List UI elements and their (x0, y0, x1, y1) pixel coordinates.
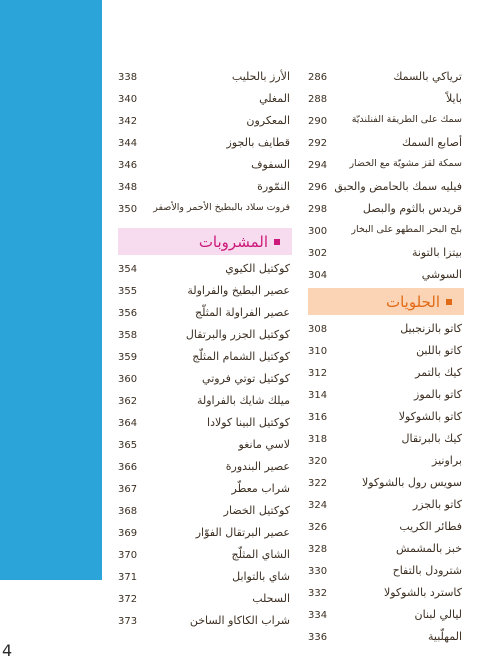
toc-page-number: 358 (118, 330, 138, 341)
toc-entry (308, 431, 462, 453)
toc-entry (118, 135, 290, 157)
toc-entry (308, 267, 462, 289)
toc-page-number: 371 (118, 572, 138, 583)
toc-entry (118, 179, 290, 201)
toc-page-number: 332 (308, 588, 328, 599)
toc-page-number: 344 (118, 138, 138, 149)
toc-entry-title: كاتو بالشوكولا (398, 410, 462, 423)
toc-entry-title: كوكتيل توتي فروتي (202, 372, 290, 385)
toc-entry (118, 459, 290, 481)
toc-page-number: 296 (308, 182, 328, 193)
toc-entry-title: قريدس بالثوم والبصل (362, 202, 462, 215)
toc-entry (308, 453, 462, 475)
toc-entry (118, 415, 290, 437)
toc-page-number: 355 (118, 286, 138, 297)
toc-entry-title: شراب معطّر (231, 482, 290, 495)
toc-page-number: 360 (118, 374, 138, 385)
toc-entry-title: سمكة لقز مشويّة مع الخضار (349, 158, 462, 169)
toc-entry-title: عصير البندورة (225, 460, 290, 473)
toc-entry (118, 69, 290, 91)
toc-entry-title: خبز بالمشمش (395, 542, 462, 555)
drinks-section-header (118, 228, 292, 255)
toc-entry-title: كاتو باللبن (416, 344, 462, 357)
toc-entry-title: كيك بالبرتقال (401, 432, 462, 445)
toc-page-number: 366 (118, 462, 138, 473)
toc-page-number: 292 (308, 138, 328, 149)
toc-entry (118, 113, 290, 135)
toc-entry (308, 497, 462, 519)
toc-entry-title: السحلب (252, 592, 290, 605)
drinks-bullet-icon (274, 239, 280, 245)
toc-entry (118, 305, 290, 327)
toc-page-number: 373 (118, 616, 138, 627)
toc-entry-title: السوشي (421, 268, 462, 281)
toc-entry (308, 387, 462, 409)
toc-entry-title: سمك على الطريقة الفنلنديّة (351, 114, 462, 125)
toc-entry (118, 503, 290, 525)
blue-side-band (0, 0, 102, 580)
toc-entry (118, 327, 290, 349)
toc-entry-title: المعكرون (246, 114, 290, 127)
toc-entry-title: الشاي المثلّج (231, 548, 290, 561)
toc-entry (118, 569, 290, 591)
toc-entry-title: السفوف (251, 158, 290, 171)
toc-entry (308, 519, 462, 541)
toc-page-number: 338 (118, 72, 138, 83)
toc-page-number: 290 (308, 116, 328, 127)
toc-entry-title: شترودل بالتفاح (392, 564, 462, 577)
toc-entry (118, 393, 290, 415)
toc-page-number: 334 (308, 610, 328, 621)
toc-page-number: 350 (118, 204, 138, 215)
toc-entry (308, 91, 462, 113)
toc-entry-title: كوكتيل البينا كولادا (207, 416, 290, 429)
toc-entry-title: الأرز بالحليب (231, 70, 290, 83)
toc-entry (308, 179, 462, 201)
toc-page-number: 312 (308, 368, 328, 379)
toc-entry-title: فروت سلاد بالبطيخ الأحمر والأصفر (153, 202, 290, 213)
drinks-list (118, 261, 290, 635)
toc-entry (308, 475, 462, 497)
toc-page-number: 324 (308, 500, 328, 511)
toc-page-number: 320 (308, 456, 328, 467)
toc-entry-title: عصير الفراولة المثلّج (195, 306, 290, 319)
toc-entry (308, 113, 462, 135)
toc-page-number: 318 (308, 434, 328, 445)
toc-page-number: 286 (308, 72, 328, 83)
toc-page-number: 368 (118, 506, 138, 517)
toc-entry (308, 69, 462, 91)
toc-page-number: 300 (308, 226, 328, 237)
toc-entry (118, 201, 290, 223)
toc-page-number: 294 (308, 160, 328, 171)
toc-entry (118, 371, 290, 393)
sweets-section-header (308, 288, 464, 315)
toc-entry-title: بايلاً (445, 92, 462, 105)
toc-entry-title: كوكتيل الجزر والبرتقال (185, 328, 290, 341)
page-number: 4 (2, 641, 13, 660)
toc-entry (308, 223, 462, 245)
left-top-list (118, 69, 290, 223)
toc-entry-title: سويس رول بالشوكولا (361, 476, 462, 489)
toc-page-number: 356 (118, 308, 138, 319)
toc-page-number: 330 (308, 566, 328, 577)
toc-entry (118, 349, 290, 371)
toc-entry-title: عصير البطيخ والفراولة (187, 284, 290, 297)
toc-entry (308, 201, 462, 223)
toc-entry-title: كوكتيل الكيوي (225, 262, 290, 275)
toc-entry-title: أصابع السمك (401, 136, 462, 149)
toc-page-number: 302 (308, 248, 328, 259)
toc-page-number: 364 (118, 418, 138, 429)
toc-entry-title: بلح البحر المطهو على البخار (351, 224, 462, 235)
drinks-heading: المشروبات (198, 232, 268, 251)
toc-page-number: 336 (308, 632, 328, 643)
toc-entry (308, 607, 462, 629)
toc-entry-title: شاي بالتوابل (232, 570, 290, 583)
toc-entry-title: كاتو بالموز (414, 388, 462, 401)
toc-entry (118, 525, 290, 547)
toc-entry (308, 245, 462, 267)
toc-page-number: 298 (308, 204, 328, 215)
toc-entry (308, 365, 462, 387)
toc-page-number: 328 (308, 544, 328, 555)
toc-entry-title: كاتو بالجزر (412, 498, 462, 511)
toc-entry (118, 157, 290, 179)
toc-entry (118, 91, 290, 113)
toc-entry (308, 343, 462, 365)
toc-page-number: 340 (118, 94, 138, 105)
toc-entry-title: ترياكي بالسمك (393, 70, 462, 83)
toc-entry-title: المغلي (259, 92, 290, 105)
toc-entry-title: قطايف بالجوز (226, 136, 290, 149)
toc-entry (118, 613, 290, 635)
toc-entry-title: النمّورة (257, 180, 290, 193)
toc-entry-title: فيليه سمك بالحامض والحبق (334, 180, 462, 193)
toc-entry (118, 283, 290, 305)
toc-page-number: 304 (308, 270, 328, 281)
toc-page-number: 310 (308, 346, 328, 357)
toc-page-number: 369 (118, 528, 138, 539)
toc-page-number: 372 (118, 594, 138, 605)
toc-page-number: 314 (308, 390, 328, 401)
toc-page-number: 322 (308, 478, 328, 489)
toc-page-number: 346 (118, 160, 138, 171)
toc-entry-title: بيتزا بالتونة (411, 246, 462, 259)
toc-entry-title: ميلك شايك بالفراولة (196, 394, 290, 407)
toc-page-number: 359 (118, 352, 138, 363)
toc-entry-title: فطائر الكريب (399, 520, 462, 533)
toc-entry-title: كوكتيل الخضار (223, 504, 290, 517)
toc-page-number: 326 (308, 522, 328, 533)
toc-entry-title: كاسترد بالشوكولا (383, 586, 462, 599)
toc-entry (118, 481, 290, 503)
toc-entry (118, 591, 290, 613)
toc-page-number: 342 (118, 116, 138, 127)
toc-page-number: 348 (118, 182, 138, 193)
toc-entry-title: لاسي مانغو (238, 438, 290, 451)
toc-page-number: 365 (118, 440, 138, 451)
toc-entry-title: شراب الكاكاو الساخن (189, 614, 290, 627)
toc-entry (118, 437, 290, 459)
toc-entry (308, 541, 462, 563)
sweets-bullet-icon (446, 299, 452, 305)
toc-page-number: 362 (118, 396, 138, 407)
right-top-list (308, 69, 462, 289)
toc-entry (308, 321, 462, 343)
toc-entry-title: كوكتيل الشمام المثلّج (192, 350, 290, 363)
toc-entry (118, 261, 290, 283)
toc-entry-title: كاتو بالزنجبيل (400, 322, 462, 335)
toc-entry-title: ليالي لبنان (414, 608, 462, 621)
toc-page-number: 354 (118, 264, 138, 275)
toc-entry (118, 547, 290, 569)
toc-entry (308, 157, 462, 179)
toc-entry-title: عصير البرتقال الفوّار (195, 526, 290, 539)
toc-entry-title: المهلّبية (427, 630, 462, 643)
toc-entry (308, 135, 462, 157)
toc-entry (308, 409, 462, 431)
toc-entry (308, 585, 462, 607)
toc-entry (308, 563, 462, 585)
toc-page-number: 288 (308, 94, 328, 105)
toc-page-number: 308 (308, 324, 328, 335)
toc-page-number: 367 (118, 484, 138, 495)
toc-page-number: 370 (118, 550, 138, 561)
sweets-list (308, 321, 462, 651)
toc-page-number: 316 (308, 412, 328, 423)
toc-entry-title: براونيز (432, 454, 462, 467)
sweets-heading: الحلويات (385, 292, 440, 311)
toc-entry-title: كيك بالتمر (415, 366, 462, 379)
toc-entry (308, 629, 462, 651)
